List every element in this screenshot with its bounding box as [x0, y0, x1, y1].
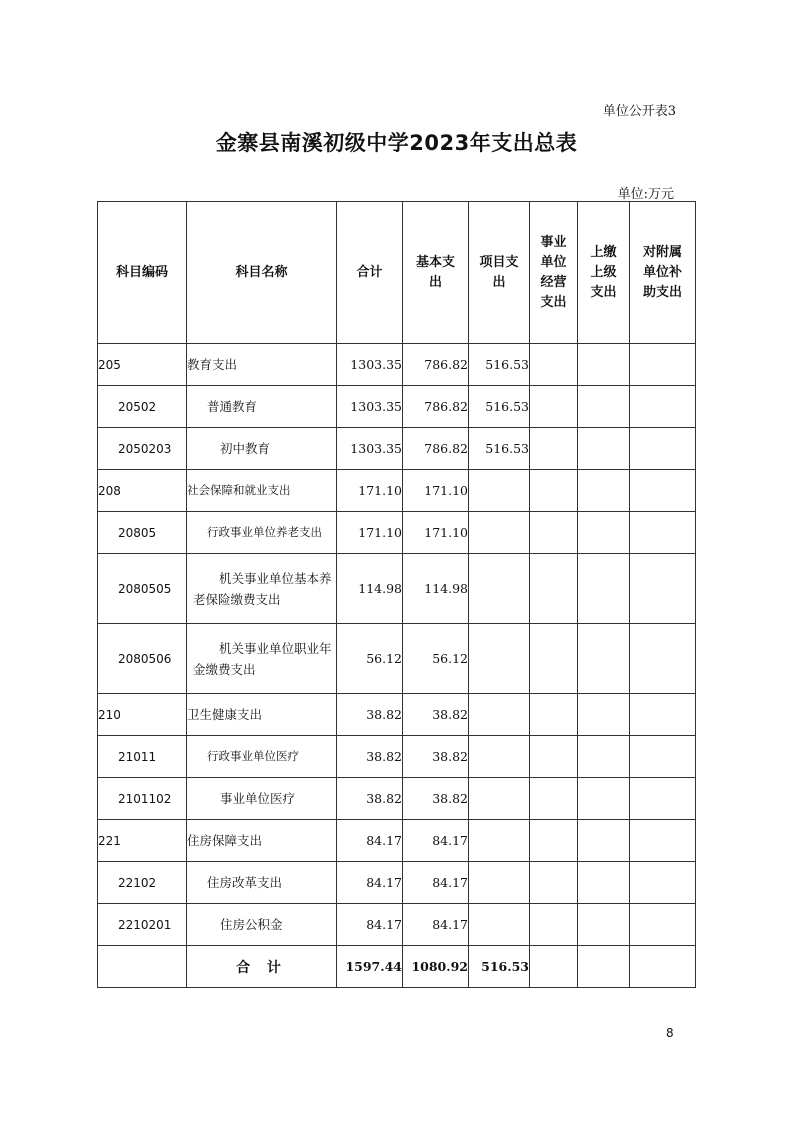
row-code: 2210201	[98, 904, 187, 946]
table-row	[98, 386, 696, 428]
row-total: 171.10	[337, 470, 403, 512]
col-superior-line: 上缴	[590, 244, 617, 260]
row-superior	[578, 862, 630, 904]
table-label: 单位公开表3	[602, 104, 676, 119]
row-superior	[578, 344, 630, 386]
col-project-header	[469, 202, 530, 344]
row-basic: 38.82	[403, 694, 469, 736]
table-row	[98, 694, 696, 736]
row-subsidy	[630, 820, 696, 862]
row-project	[469, 512, 530, 554]
row-total: 38.82	[337, 694, 403, 736]
col-project-line: 出	[492, 274, 506, 290]
row-total: 38.82	[337, 736, 403, 778]
row-code: 221	[98, 820, 187, 862]
row-code: 2050203	[98, 428, 187, 470]
row-code: 210	[98, 694, 187, 736]
row-name: 住房公积金	[187, 904, 337, 946]
row-business	[530, 694, 578, 736]
row-project	[469, 820, 530, 862]
table-row	[98, 624, 696, 694]
row-code: 2080506	[98, 624, 187, 694]
row-total: 1303.35	[337, 386, 403, 428]
row-name: 事业单位医疗	[187, 778, 337, 820]
table-row	[98, 862, 696, 904]
total-superior	[578, 946, 630, 988]
row-business	[530, 904, 578, 946]
table-row	[98, 512, 696, 554]
row-name: 行政事业单位养老支出	[187, 512, 337, 554]
row-basic: 84.17	[403, 820, 469, 862]
col-basic-line: 基本支	[415, 254, 455, 270]
table-row	[98, 554, 696, 624]
col-subsidy-header	[630, 202, 696, 344]
col-total-header: 合计	[337, 202, 403, 344]
row-basic: 171.10	[403, 470, 469, 512]
row-subsidy	[630, 428, 696, 470]
row-project	[469, 624, 530, 694]
total-total: 1597.44	[337, 946, 403, 988]
col-subsidy-line: 单位补	[642, 264, 682, 280]
row-total: 84.17	[337, 904, 403, 946]
row-business	[530, 778, 578, 820]
row-business	[530, 736, 578, 778]
row-total: 171.10	[337, 512, 403, 554]
row-superior	[578, 820, 630, 862]
row-project: 516.53	[469, 428, 530, 470]
table-row	[98, 736, 696, 778]
row-total: 1303.35	[337, 344, 403, 386]
row-subsidy	[630, 624, 696, 694]
row-superior	[578, 470, 630, 512]
row-business	[530, 386, 578, 428]
total-project: 516.53	[469, 946, 530, 988]
row-business	[530, 820, 578, 862]
row-business	[530, 862, 578, 904]
col-business-line: 事业	[540, 234, 567, 250]
col-basic-header	[403, 202, 469, 344]
row-subsidy	[630, 736, 696, 778]
row-subsidy	[630, 470, 696, 512]
row-code: 21011	[98, 736, 187, 778]
row-superior	[578, 512, 630, 554]
row-total: 38.82	[337, 778, 403, 820]
unit-label: 单位:万元	[617, 187, 674, 202]
row-total: 56.12	[337, 624, 403, 694]
col-project-line: 项目支	[479, 254, 519, 270]
row-code: 22102	[98, 862, 187, 904]
row-name: 住房改革支出	[187, 862, 337, 904]
row-basic: 38.82	[403, 778, 469, 820]
row-basic: 84.17	[403, 862, 469, 904]
row-basic: 786.82	[403, 386, 469, 428]
row-superior	[578, 694, 630, 736]
row-project: 516.53	[469, 344, 530, 386]
table-row	[98, 428, 696, 470]
row-code: 20805	[98, 512, 187, 554]
row-basic: 84.17	[403, 904, 469, 946]
table-row	[98, 820, 696, 862]
row-project	[469, 554, 530, 624]
row-total: 114.98	[337, 554, 403, 624]
row-superior	[578, 386, 630, 428]
row-subsidy	[630, 694, 696, 736]
table-row	[98, 470, 696, 512]
row-total: 1303.35	[337, 428, 403, 470]
row-subsidy	[630, 386, 696, 428]
col-code-header: 科目编码	[98, 202, 187, 344]
row-total: 84.17	[337, 862, 403, 904]
row-name: 机关事业单位职业年金缴费支出	[187, 624, 337, 694]
expenditure-table	[97, 201, 696, 988]
row-code: 205	[98, 344, 187, 386]
row-name: 行政事业单位医疗	[187, 736, 337, 778]
row-code: 2101102	[98, 778, 187, 820]
col-superior-line: 支出	[590, 284, 617, 300]
row-project	[469, 736, 530, 778]
total-label: 合 计	[187, 946, 337, 988]
row-business	[530, 470, 578, 512]
row-project	[469, 904, 530, 946]
col-superior-header	[578, 202, 630, 344]
col-business-line: 支出	[540, 294, 567, 310]
header-row	[98, 202, 696, 344]
table-row	[98, 904, 696, 946]
row-project	[469, 778, 530, 820]
total-subsidy	[630, 946, 696, 988]
row-superior	[578, 736, 630, 778]
row-project: 516.53	[469, 386, 530, 428]
col-name-header: 科目名称	[187, 202, 337, 344]
col-basic-line: 出	[428, 274, 442, 290]
col-business-line: 单位	[540, 254, 567, 270]
row-basic: 786.82	[403, 428, 469, 470]
total-row	[98, 946, 696, 988]
row-name: 普通教育	[187, 386, 337, 428]
row-superior	[578, 554, 630, 624]
total-code	[98, 946, 187, 988]
row-project	[469, 694, 530, 736]
row-subsidy	[630, 778, 696, 820]
page-number: 8	[666, 1026, 674, 1040]
col-business-line: 经营	[540, 274, 567, 290]
row-superior	[578, 904, 630, 946]
row-name: 住房保障支出	[187, 820, 337, 862]
row-subsidy	[630, 512, 696, 554]
col-subsidy-line: 对附属	[642, 244, 682, 260]
row-subsidy	[630, 554, 696, 624]
row-project	[469, 862, 530, 904]
table-row	[98, 778, 696, 820]
total-business	[530, 946, 578, 988]
row-name: 机关事业单位基本养老保险缴费支出	[187, 554, 337, 624]
table-row	[98, 344, 696, 386]
row-total: 84.17	[337, 820, 403, 862]
row-superior	[578, 428, 630, 470]
row-name: 初中教育	[187, 428, 337, 470]
row-basic: 786.82	[403, 344, 469, 386]
row-superior	[578, 778, 630, 820]
total-basic: 1080.92	[403, 946, 469, 988]
row-code: 208	[98, 470, 187, 512]
page-title: 金寨县南溪初级中学2023年支出总表	[215, 131, 578, 155]
row-subsidy	[630, 344, 696, 386]
row-business	[530, 344, 578, 386]
row-code: 2080505	[98, 554, 187, 624]
col-business-header	[530, 202, 578, 344]
col-subsidy-line: 助支出	[642, 284, 682, 300]
row-basic: 56.12	[403, 624, 469, 694]
row-superior	[578, 624, 630, 694]
row-name: 社会保障和就业支出	[187, 470, 337, 512]
row-business	[530, 624, 578, 694]
row-subsidy	[630, 904, 696, 946]
row-business	[530, 512, 578, 554]
row-project	[469, 470, 530, 512]
row-basic: 114.98	[403, 554, 469, 624]
row-code: 20502	[98, 386, 187, 428]
row-business	[530, 428, 578, 470]
row-name: 教育支出	[187, 344, 337, 386]
row-subsidy	[630, 862, 696, 904]
row-basic: 171.10	[403, 512, 469, 554]
row-name: 卫生健康支出	[187, 694, 337, 736]
row-basic: 38.82	[403, 736, 469, 778]
col-superior-line: 上级	[590, 264, 617, 280]
row-business	[530, 554, 578, 624]
